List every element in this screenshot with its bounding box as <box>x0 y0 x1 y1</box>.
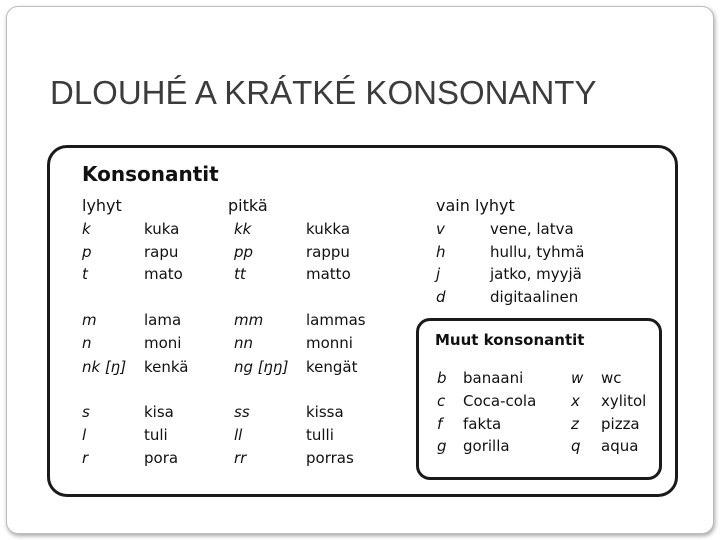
long-letter: ng [ŋŋ] <box>234 358 289 376</box>
short-word: pora <box>144 449 179 467</box>
short-word: mato <box>144 265 183 283</box>
only-short-letter: d <box>436 288 446 306</box>
long-letter: pp <box>234 243 254 261</box>
long-word: kissa <box>306 403 344 421</box>
short-word: rapu <box>144 243 179 261</box>
long-letter: rr <box>234 449 247 467</box>
short-letter: t <box>82 265 88 283</box>
other-word: xylitol <box>601 392 647 410</box>
only-short-word: vene, latva <box>490 220 574 238</box>
other-letter: x <box>571 392 580 410</box>
only-short-word: jatko, myyjä <box>490 265 582 283</box>
long-word: monni <box>306 334 353 352</box>
other-consonants-heading: Muut konsonantit <box>435 331 585 349</box>
panel-heading: Konsonantit <box>82 162 219 186</box>
only-short-letter: j <box>436 265 441 283</box>
short-letter: s <box>82 403 90 421</box>
only-short-letter: h <box>436 243 446 261</box>
consonants-panel <box>47 145 678 497</box>
other-letter: q <box>571 437 581 455</box>
short-letter: k <box>82 220 91 238</box>
only-short-word: digitaalinen <box>490 288 579 306</box>
long-word: matto <box>306 265 351 283</box>
column-heading-short: lyhyt <box>82 196 122 215</box>
other-letter: z <box>571 415 579 433</box>
long-letter: ll <box>234 426 243 444</box>
other-word: fakta <box>463 415 502 433</box>
short-word: kenkä <box>144 358 189 376</box>
short-word: lama <box>144 311 182 329</box>
long-word: tulli <box>306 426 334 444</box>
other-word: pizza <box>601 415 640 433</box>
other-letter: g <box>437 437 447 455</box>
slide-title: DLOUHÉ A KRÁTKÉ KONSONANTY <box>50 74 597 111</box>
other-letter: c <box>437 392 446 410</box>
long-word: rappu <box>306 243 350 261</box>
long-letter: nn <box>234 334 254 352</box>
long-letter: ss <box>234 403 250 421</box>
short-letter: p <box>82 243 92 261</box>
long-letter: mm <box>234 311 264 329</box>
short-letter: m <box>82 311 97 329</box>
long-word: porras <box>306 449 354 467</box>
only-short-letter: v <box>436 220 445 238</box>
other-letter: w <box>571 369 584 387</box>
long-word: lammas <box>306 311 366 329</box>
short-word: kuka <box>144 220 180 238</box>
short-letter: nk [ŋ] <box>82 358 127 376</box>
other-letter: b <box>437 369 447 387</box>
long-letter: kk <box>234 220 252 238</box>
other-word: aqua <box>601 437 639 455</box>
long-word: kengät <box>306 358 358 376</box>
column-heading-long: pitkä <box>228 196 268 215</box>
only-short-word: hullu, tyhmä <box>490 243 585 261</box>
other-word: Coca-cola <box>463 392 537 410</box>
long-word: kukka <box>306 220 351 238</box>
long-letter: tt <box>234 265 246 283</box>
other-consonants-box <box>416 318 662 480</box>
short-word: moni <box>144 334 182 352</box>
other-word: wc <box>601 369 622 387</box>
short-letter: l <box>82 426 87 444</box>
short-letter: r <box>82 449 89 467</box>
other-letter: f <box>437 415 443 433</box>
short-letter: n <box>82 334 92 352</box>
short-word: kisa <box>144 403 174 421</box>
short-word: tuli <box>144 426 168 444</box>
other-word: gorilla <box>463 437 510 455</box>
other-word: banaani <box>463 369 524 387</box>
column-heading-only-short: vain lyhyt <box>436 196 515 215</box>
